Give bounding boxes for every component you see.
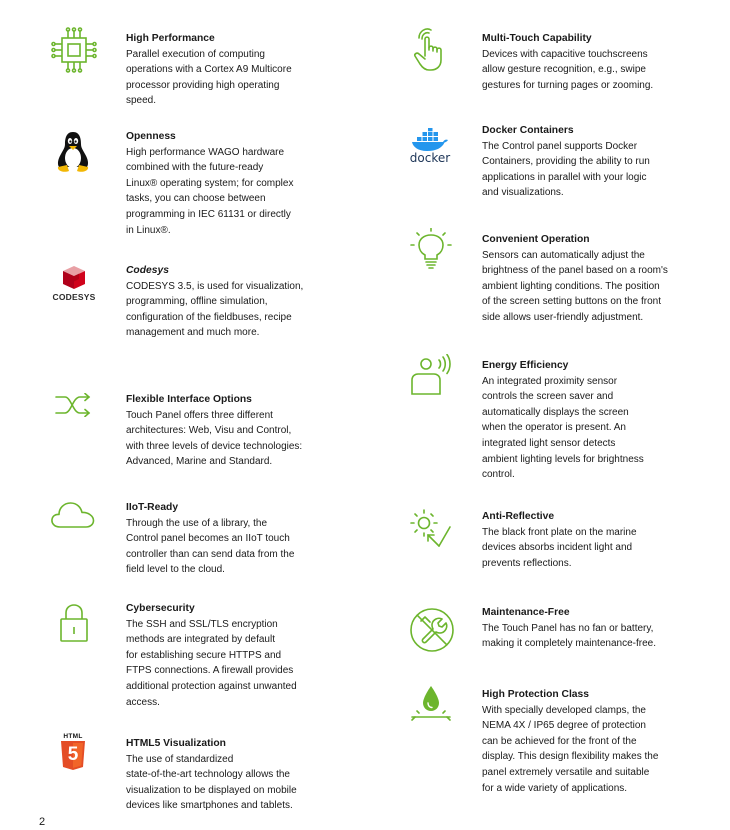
feature-text-line: configuration of the fieldbuses, recipe	[126, 311, 292, 323]
feature-title: High Performance	[126, 33, 215, 44]
feature-text-line: An integrated proximity sensor	[482, 375, 618, 387]
feature-text-line: additional protection against unwanted	[126, 680, 297, 692]
crossing-arrows-icon	[54, 393, 92, 417]
feature-text-line: in Linux®.	[126, 224, 171, 236]
feature-text-line: when the operator is present. An	[482, 422, 626, 434]
feature-text-line: visualization to be displayed on mobile	[126, 784, 297, 796]
feature-text-line: architectures: Web, Visu and Control,	[126, 425, 292, 437]
feature-text-line: automatically displays the screen	[482, 406, 629, 418]
feature-text-line: High performance WAGO hardware	[126, 146, 285, 158]
feature-text-line: The Touch Panel has no fan or battery,	[482, 622, 654, 634]
feature-title: IIoT-Ready	[126, 502, 179, 513]
feature-text-line: integrated light sensor detects	[482, 437, 616, 449]
feature-text-line: Control panel becomes an IIoT touch	[126, 533, 290, 545]
feature-text-line: can be achieved for the front of the	[482, 735, 637, 747]
feature-text-line: management and much more.	[126, 327, 260, 339]
feature-text-line: The black front plate on the marine	[482, 526, 637, 538]
docker-logo	[408, 128, 452, 165]
html5-logo-text: HTML	[63, 733, 83, 740]
codesys-logo	[49, 265, 99, 302]
feature-text-line: access.	[126, 696, 160, 708]
feature-text-line: programming in IEC 61131 or directly	[126, 208, 291, 220]
docker-logo-text: docker	[409, 151, 451, 165]
feature-text-line: Linux® operating system; for complex	[126, 177, 294, 189]
no-tools-icon	[409, 607, 455, 653]
feature-title: Cybersecurity	[126, 603, 195, 614]
feature-text-line: side allows user-friendly adjustment.	[482, 311, 644, 323]
feature-text-line: programming, offline simulation,	[126, 296, 268, 308]
feature-text-line: for establishing secure HTTPS and	[126, 649, 282, 661]
feature-text-line: Advanced, Marine and Standard.	[126, 456, 273, 468]
feature-text-line: applications in parallel with your logic	[482, 171, 647, 183]
feature-text-line: and visualizations.	[482, 187, 564, 199]
light-bulb-icon	[409, 228, 453, 272]
page-number: 2	[39, 816, 46, 828]
feature-text-line: processor providing high operating	[126, 79, 280, 91]
linux-tux-icon	[55, 130, 91, 174]
feature-text-line: speed.	[126, 95, 157, 107]
feature-text-line: gestures for turning pages or zooming.	[482, 79, 654, 91]
feature-title: HTML5 Visualization	[126, 738, 226, 749]
feature-text-line: display. This design flexibility makes the	[482, 751, 659, 763]
multi-touch-hand-icon	[409, 26, 451, 72]
feature-text-line: panel extremely versatile and suitable	[482, 766, 650, 778]
feature-text-line: FTPS connections. A firewall provides	[126, 665, 294, 677]
padlock-icon	[59, 603, 89, 643]
feature-text-line: Parallel execution of computing	[126, 48, 265, 60]
feature-text-line: Sensors can automatically adjust the	[482, 249, 645, 261]
feature-text-line: allow gesture recognition, e.g., swipe	[482, 64, 646, 76]
feature-title: Energy Efficiency	[482, 360, 569, 371]
feature-title: Codesys	[126, 265, 169, 276]
feature-title: Convenient Operation	[482, 234, 590, 245]
feature-text-line: Containers, providing the ability to run	[482, 156, 650, 168]
feature-title: Docker Containers	[482, 125, 574, 136]
feature-title: Flexible Interface Options	[126, 394, 252, 405]
feature-title: Multi-Touch Capability	[482, 33, 592, 44]
feature-title: High Protection Class	[482, 689, 589, 700]
feature-text-line: devices like smartphones and tablets.	[126, 800, 293, 812]
feature-text-line: field level to the cloud.	[126, 564, 225, 576]
feature-text-line: CODESYS 3.5, is used for visualization,	[126, 280, 304, 292]
feature-text-line: state-of-the-art technology allows the	[126, 769, 290, 781]
feature-title: Anti-Reflective	[482, 511, 555, 522]
feature-text-line: NEMA 4X / IP65 degree of protection	[482, 720, 646, 732]
feature-text-line: The SSH and SSL/TLS encryption	[126, 618, 278, 630]
feature-title: Openness	[126, 131, 176, 142]
feature-text-line: ambient lighting levels for brightness	[482, 453, 644, 465]
feature-text-line: tasks, you can choose between	[126, 193, 266, 205]
html5-logo	[58, 733, 88, 771]
cloud-icon	[50, 500, 96, 530]
feature-text-line: brightness of the panel based on a room's	[482, 265, 668, 277]
feature-text-line: controller than can send data from the	[126, 548, 295, 560]
feature-text-line: devices absorbs incident light and	[482, 542, 633, 554]
feature-text-line: combined with the future-ready	[126, 162, 264, 174]
feature-text-line: methods are integrated by default	[126, 634, 275, 646]
feature-text-line: control.	[482, 469, 515, 481]
feature-text-line: Through the use of a library, the	[126, 517, 268, 529]
feature-text-line: controls the screen saver and	[482, 391, 614, 403]
feature-text-line: operations with a Cortex A9 Multicore	[126, 64, 292, 76]
feature-text-line: for a wide variety of applications.	[482, 782, 628, 794]
feature-text-line: making it completely maintenance-free.	[482, 638, 656, 650]
processor-chip-icon	[50, 26, 98, 74]
water-drop-icon	[409, 684, 453, 722]
sun-reflection-icon	[408, 507, 454, 549]
feature-text-line: Devices with capacitive touchscreens	[482, 48, 648, 60]
feature-text-line: The Control panel supports Docker	[482, 140, 638, 152]
feature-title: Maintenance-Free	[482, 607, 570, 618]
html5-logo-number: 5	[67, 744, 79, 765]
feature-text-line: of the screen setting buttons on the front	[482, 296, 662, 308]
feature-text-line: prevents reflections.	[482, 557, 572, 569]
feature-text-line: ambient lighting conditions. The position	[482, 280, 660, 292]
codesys-logo-text: CODESYS	[52, 292, 96, 302]
feature-text-line: Touch Panel offers three different	[126, 409, 273, 421]
feature-text-line: The use of standardized	[126, 753, 234, 765]
feature-text-line: with three levels of device technologies:	[126, 440, 303, 452]
feature-text-line: With specially developed clamps, the	[482, 704, 646, 716]
proximity-sensor-icon	[409, 354, 453, 398]
